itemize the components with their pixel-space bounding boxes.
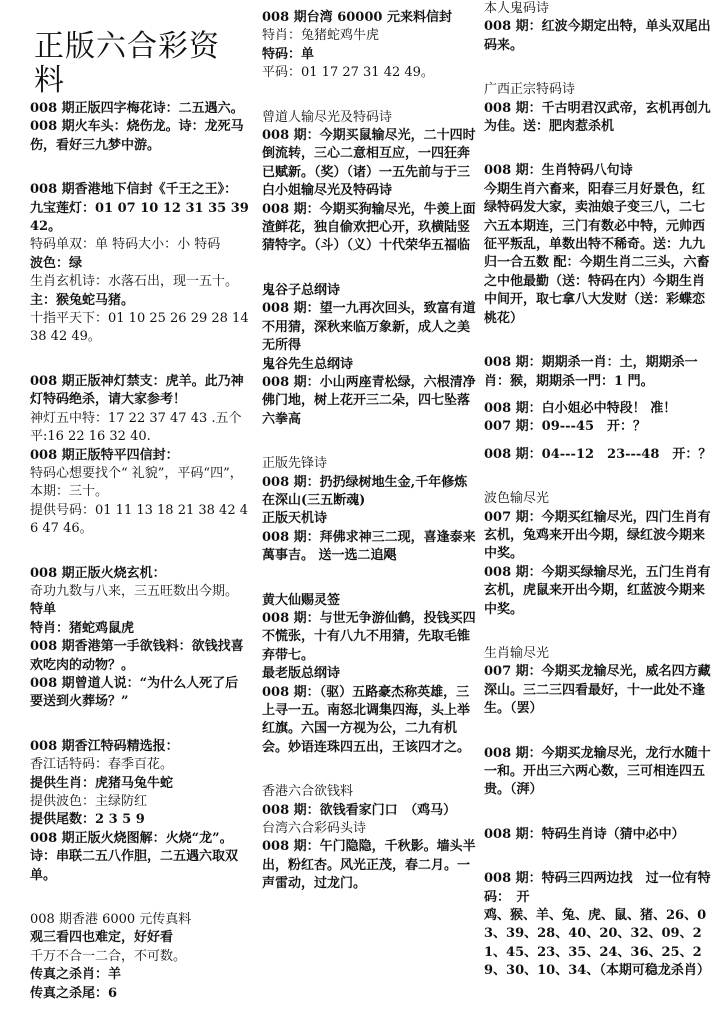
page-title: 正版六合彩资料 [34, 29, 220, 98]
text-line: 特单 [30, 602, 57, 618]
text-line: 鬼谷先生总纲诗 [262, 356, 354, 372]
text-line: 008 期火车头：烧伤龙。诗：龙死马伤，看好三九梦中游。 [30, 119, 244, 153]
text-line: 008 期：生肖特码八句诗 [484, 163, 633, 179]
text-line: 008 期正版火烧玄机： [30, 565, 166, 581]
text-line: 008 期：午门隐隐，千秋影。墙头半出，粉红杏。风光正茂，春二月。一声雷动，过龙门。 [262, 839, 476, 892]
text-line: 007 期：今期买红输尽光，四门生肖有玄机，兔鸡来开出今期，绿红波今期来中奖。 [484, 509, 711, 562]
section-spacer [484, 328, 716, 354]
column-right [484, 0, 716, 981]
text-line: 008 期：今期买龙输尽光，龙行水随十一和。开出三六两心数，三可相连四五贵。（湃） [484, 745, 711, 798]
text-line: 鬼谷子总纲诗 [262, 282, 341, 298]
column-left-content [30, 100, 250, 1003]
text-line: 008 期香港第一手欲钱料：欲钱找喜欢吃肉的动物？。 [30, 639, 244, 673]
text-line: 今期生肖六畜来，阳春三月好景色，红绿特码发大家，卖油娘子变三八，二七六五本期连，三门有数必中特，元帅西征平叛乱，单数出特不稀奇。送：九九归一合五数 配：今期生肖二三头，六畜之中他最勤（送：特码在内）今期生肖中间开，取七拿八大发财（送：彩蝶恋桃花） [484, 181, 710, 326]
text-line: 008 期：拜佛求神三二现，喜逢泰来萬事吉。 送一选二追飓 [262, 529, 476, 564]
section-spacer [262, 566, 478, 592]
section-spacer [484, 800, 716, 826]
text-line: 008 期：千古明君汉武帝，玄机再创九为佳。送：肥肉惹杀机 [484, 100, 711, 135]
text-line: 本人鬼码诗 [484, 1, 550, 16]
text-line: 008 期香港 6000 元传真料 [30, 912, 192, 928]
section-spacer [484, 464, 716, 490]
text-line: 主：猴兔蛇马猪。 [30, 292, 135, 308]
text-line: 008 期：特码生肖诗（猜中必中） [484, 826, 685, 842]
section-spacer [30, 712, 250, 738]
text-line: 传真之杀尾：6 [30, 985, 118, 1001]
section-spacer [30, 155, 250, 181]
column-middle [262, 0, 478, 894]
text-line: 奇功九数与八来，三五旺数出今期。 [30, 583, 239, 599]
text-line: 最老版总纲诗 [262, 666, 341, 682]
text-line: 提供生肖：虎猪马兔牛蛇 [30, 775, 174, 791]
text-line: 特码心想要找个“ 礼貌”，平码“四”，本期：三十。 [30, 465, 243, 500]
text-line: 008 期：红波今期定出特，单头双尾出码来。 [484, 19, 711, 53]
text-line: 波色：绿 [30, 255, 83, 271]
text-line: 008 期：今期买绿输尽光，五门生肖有玄机，虎鼠来开出今期，红蓝波今期来中奖。 [484, 564, 711, 617]
text-line: 广西正宗特码诗 [484, 82, 576, 98]
text-line: 白小姐输尽光及特码诗 [262, 183, 393, 199]
text-line: 香江话特码：春季百花。 [30, 757, 174, 773]
text-line: 生肖输尽光 [484, 645, 550, 661]
section-spacer [262, 256, 478, 282]
text-line: 008 期正版火烧图解：火烧“龙”。诗：串联二五八作胆，二五遇六取双单。 [30, 830, 239, 883]
text-line: 特肖：猪蛇鸡鼠虎 [30, 620, 135, 636]
text-line: 平码：01 17 27 31 42 49。 [262, 65, 434, 81]
text-line: 008 期：与世无争游仙鹤，投钱买四不慌张，十有八九不用猜，先取毛锥弃带七。 [262, 610, 476, 663]
section-spacer [484, 55, 716, 81]
text-line: 鸡、猴、羊、兔、虎、鼠、猪、26、03、39、28、40、20、32、09、21、45、23、35、24、36、25、29、30、10、34、（本期可稳龙杀肖） [484, 908, 710, 979]
text-line: 008 期正版特平四信封： [30, 447, 179, 463]
text-line: 008 期：（驱）五路豪杰称英雄，三上寻一五。南怒北调集四海，头上举红旗。六国一方视为公，二九有机会。妙语连珠四五出，王该四才之。 [262, 684, 471, 755]
section-spacer [262, 0, 478, 9]
section-spacer [30, 347, 250, 373]
section-spacer [484, 844, 716, 870]
column-middle-content [262, 0, 478, 894]
text-line: 008 期：扔扔绿树地生金,千年修炼在深山(三五断魂) [262, 474, 468, 508]
text-line: 008 期香港地下信封《千王之王》： [30, 182, 238, 198]
text-line: 007 期：今期买龙输尽光，威名四方藏深山。三二三四看最好，十一此处不逢生。（罢） [484, 664, 711, 717]
text-line: 特码：单 [262, 46, 315, 62]
section-spacer [484, 391, 716, 400]
text-line: 008 期正版四字梅花诗：二五遇六。 [30, 101, 244, 116]
text-line: 008 期正版神灯禁支：虎羊。此乃神灯特码绝杀，请大家参考！ [30, 373, 244, 408]
text-line: 008 期：今期买狗输尽光，牛羡上面渣鲜花，独自偷欢把心开，玖横陆竖猜特字。（斗）（义）十代荣华五福临 [262, 201, 476, 254]
column-left [30, 0, 250, 1003]
text-line: 提供号码：01 11 13 18 21 38 42 46 47 46。 [30, 502, 248, 537]
text-line: 008 期香江特码精选报： [30, 738, 179, 754]
section-spacer [484, 719, 716, 745]
text-line: 特码单双：单 特码大小：小 特码 [30, 237, 221, 253]
text-line: 生肖玄机诗：水落石出，现一五十。 [30, 274, 239, 290]
text-line: 神灯五中特：17 22 37 47 43 .五个平:16 22 16 32 40. [30, 410, 242, 445]
text-line: 008 期：特码三四两边找 过一位有特码： 开 [484, 871, 711, 905]
text-line: 008 期曾道人说：“为什么人死了后要送到火葬场？” [30, 675, 239, 710]
text-line: 观三看四也难定，好好看 [30, 930, 174, 946]
text-line: 008 期：欲钱看家门口 （鸡马） [262, 802, 457, 818]
text-line: 008 期：白小姐必中特段！ 准！ [484, 400, 677, 416]
text-line: 传真之杀肖：羊 [30, 967, 122, 983]
section-spacer [262, 83, 478, 109]
text-line: 十指平天下：01 10 25 26 29 28 14 38 42 49。 [30, 311, 249, 345]
text-line: 曾道人输尽光及特码诗 [262, 109, 393, 125]
text-line: 008 期台湾 60000 元来料信封 [262, 10, 452, 25]
text-line: 香港六合欲钱料 [262, 784, 354, 800]
section-spacer [484, 437, 716, 446]
text-line: 台湾六合彩码头诗 [262, 821, 367, 837]
section-spacer [30, 539, 250, 565]
text-line: 008 期：今期买鼠输尽光，二十四时倒流转，三心二意相互应，一四狂奔已赋新。（奖）（诸）一五先前与于三 [262, 128, 476, 180]
section-spacer [262, 757, 478, 783]
text-line: 008 期：望一九再次回头，致富有道不用猜，深秋来临万象新，成人之美无所得 [262, 301, 476, 354]
column-right-content [484, 0, 716, 981]
text-line: 提供尾数：2 3 5 9 [30, 812, 145, 828]
text-line: 千万不合一二合，不可数。 [30, 948, 187, 964]
text-line: 黄大仙赐灵签 [262, 592, 341, 608]
text-line: 九宝莲灯：01 07 10 12 31 35 39 42。 [30, 200, 249, 235]
text-line: 008 期：04---12 23---48 开：？ [484, 446, 712, 462]
text-line: 008 期：期期杀一肖：土，期期杀一肖：猴，期期杀一門：1 門。 [484, 355, 698, 389]
text-line: 正版天机诗 [262, 511, 328, 527]
text-line: 正版先锋诗 [262, 456, 328, 472]
text-line: 007 期：09---45 开：？ [484, 419, 647, 435]
text-line: 008 期：小山两座青松绿，六根清净佛门地，树上花开三二朵，四七坠落六拳高 [262, 374, 476, 427]
section-spacer [484, 619, 716, 645]
section-spacer [30, 885, 250, 911]
section-spacer [262, 429, 478, 455]
section-spacer [484, 136, 716, 162]
text-line: 特肖：兔猪蛇鸡牛虎 [262, 28, 380, 44]
text-line: 提供波色：主绿防红 [30, 794, 148, 809]
text-line: 波色输尽光 [484, 491, 550, 507]
